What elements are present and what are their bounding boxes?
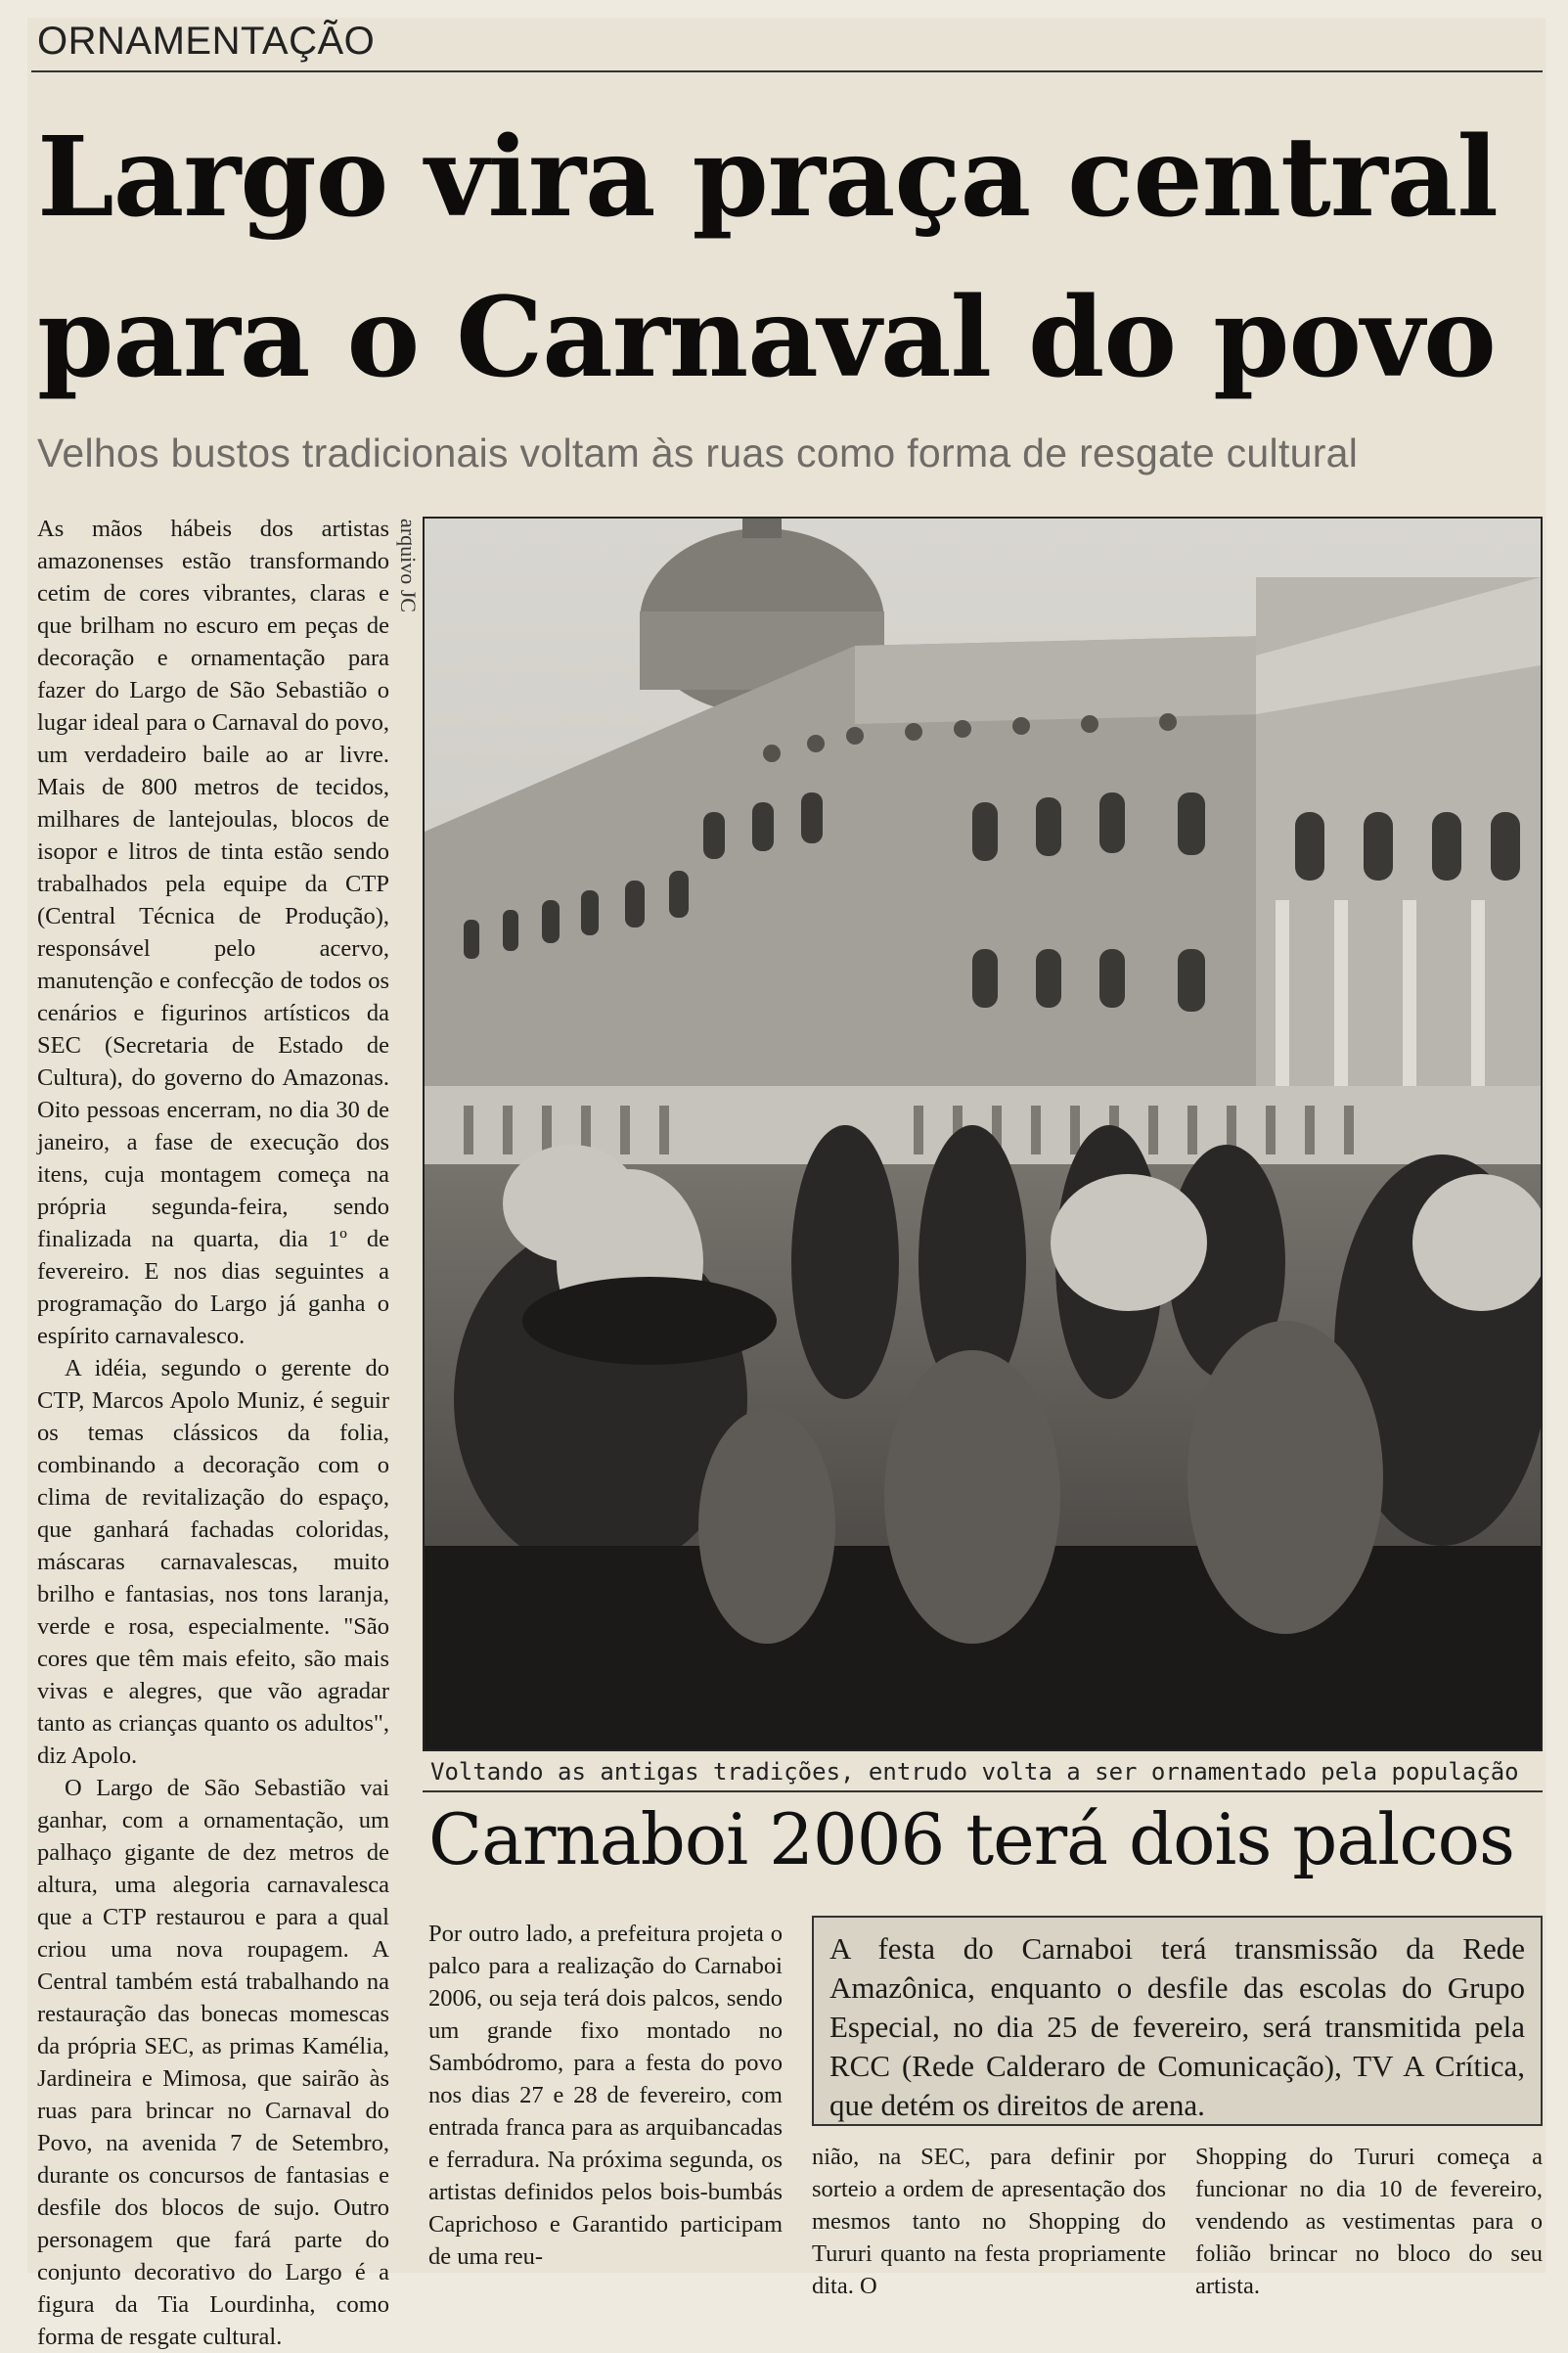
carnival-photo	[423, 517, 1543, 1751]
article-paragraph: Shopping do Tururi começa a funcionar no dia 10 de fevereiro, vendendo as vestimentas para o folião brincar no bloco do seu artista.	[1195, 2144, 1543, 2299]
article-column-middle	[428, 1918, 783, 2273]
theatre-and-crowd-image	[425, 519, 1541, 1749]
highlight-box: A festa do Carnaboi terá transmissão da Rede Amazônica, enquanto o desfile das escolas do Grupo Especial, no dia 25 de fevereiro, será transmitida pela RCC (Rede Calderaro de Comunicação), TV A Crítica, que detém os direitos de arena.	[812, 1916, 1543, 2126]
article-paragraph: O Largo de São Sebastião vai ganhar, com a ornamentação, um palhaço gigante de dez metros de altura, uma alegoria carnavalesca que a CTP restaurou e para a qual criou uma nova roupagem. A Central também está trabalhando na restauração das bonecas momescas da própria SEC, as primas Kamélia, Jardineira e Mimosa, que sairão às ruas para brincar no Carnaval do Povo, na avenida 7 de Setembro, durante os concursos de fantasias e desfile dos blocos de sujo. Outro personagem que fará parte do conjunto decorativo do Largo é a figura da Tia Lourdinha, como forma de resgate cultural.	[37, 1775, 389, 2350]
photo-credit: arquivo JC	[396, 519, 421, 612]
article-paragraph: A idéia, segundo o gerente do CTP, Marcos Apolo Muniz, é seguir os temas clássicos da folia, combinando a decoração com o clima de revitalização do espaço, que ganhará fachadas coloridas, máscaras carnavalescas, muito brilho e fantasias, nos tons laranja, verde e rosa, especialmente. "São cores que têm mais efeito, são mais vivas e alegres, que vão agradar tanto as crianças quanto os adultos", diz Apolo.	[37, 1355, 389, 1769]
subhead: Carnaboi 2006 terá dois palcos	[428, 1798, 1514, 1880]
article-column-right	[1195, 2141, 1543, 2302]
article-paragraph: Por outro lado, a prefeitura projeta o palco para a realização do Carnaboi 2006, ou seja terá dois palcos, sendo um grande fixo montado no Sambódromo, para a festa do povo nos dias 27 e 28 de fevereiro, com entrada franca para as arquibancadas e ferradura. Na próxima segunda, os artistas definidos pelos bois-bumbás Caprichoso e Garantido participam de uma reu-	[428, 1921, 783, 2270]
article-paragraph: nião, na SEC, para definir por sorteio a ordem de apresentação dos mesmos tanto no Shopping do Tururi quanto na festa propriamente dita. O	[812, 2144, 1166, 2299]
subtitle: Velhos bustos tradicionais voltam às ruas como forma de resgate cultural	[37, 430, 1359, 475]
photo-caption: Voltando as antigas tradições, entrudo volta a ser ornamentado pela população	[430, 1758, 1519, 1786]
article-paragraph: As mãos hábeis dos artistas amazonenses estão transformando cetim de cores vibrantes, claras e que brilham no escuro em peças de decoração e ornamentação para fazer do Largo de São Sebastião o lugar ideal para o Carnaval do povo, um verdadeiro baile ao ar livre. Mais de 800 metros de tecidos, milhares de lantejoulas, blocos de isopor e litros de tinta estão sendo trabalhados pela equipe da CTP (Central Técnica de Produção), responsável pelo acervo, manutenção e confecção de todos os cenários e figurinos artísticos da SEC (Secretaria de Estado de Cultura), do governo do Amazonas. Oito pessoas encerram, no dia 30 de janeiro, a fase de execução dos itens, cuja montagem começa na própria segunda-feira, sendo finalizada na quarta, dia 1º de fevereiro. E nos dias seguintes a programação do Largo já ganha o espírito carnavalesco.	[37, 516, 389, 1349]
article-column-left	[37, 513, 389, 2353]
headline: Largo vira praça central para o Carnaval do povo	[37, 113, 1498, 402]
section-rule	[31, 70, 1543, 72]
article-column-middle-2	[812, 2141, 1166, 2302]
section-label: ORNAMENTAÇÃO	[37, 20, 376, 63]
caption-rule	[423, 1790, 1543, 1792]
